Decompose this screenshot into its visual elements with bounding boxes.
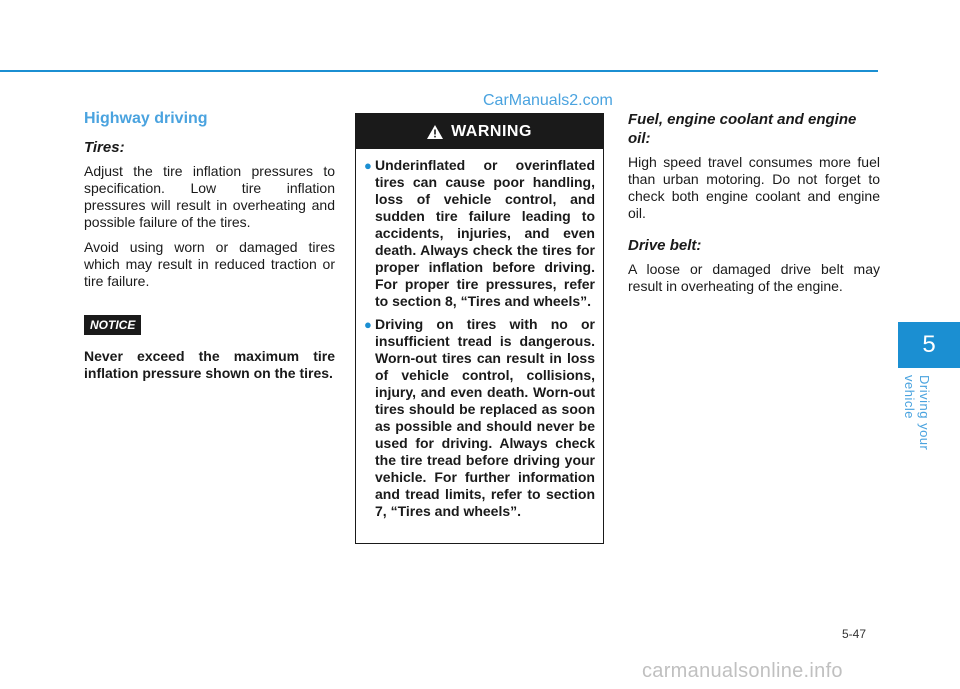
warning-item — [364, 316, 595, 520]
bullet-icon: ● — [364, 158, 372, 173]
warning-header — [356, 114, 603, 149]
warning-box — [355, 113, 604, 544]
watermark-top[interactable]: CarManuals2.com — [483, 92, 613, 109]
warning-body — [356, 149, 603, 520]
section-title: Highway driving — [84, 110, 208, 127]
warning-item-text: Underinflated or overinflated tires can cause poor handling, loss of vehicle control, and sudden tire failure leading to accidents, injuries, and even death. Always check the tires for proper inflation before driving. For proper tire pressures, refer to section 8, “Tires and wheels”. — [375, 157, 595, 309]
tires-subtitle: Tires: — [84, 139, 125, 156]
tires-paragraph-1: Adjust the tire inflation pressures to specification. Low tire inflation pressures will result in overheating and possible failure of the tires. — [84, 163, 335, 230]
fuel-subtitle: Fuel, engine coolant and engine oil: — [628, 111, 857, 147]
top-rule — [0, 70, 878, 72]
page-number: 5-47 — [842, 627, 867, 641]
drive-belt-paragraph: A loose or damaged drive belt may result in overheating of the engine. — [628, 261, 880, 294]
warning-item-text: Driving on tires with no or insufficient tread is dangerous. Worn-out tires can result in loss of vehicle control, collisions, injury, and even death. Worn-out tires should be replaced as soon as possible and should never be used for driving. Always check the tire tread before driving your vehicle. For further information and tread limits, refer to section 7, “Tires and wheels”. — [375, 316, 595, 519]
tires-paragraph-2: Avoid using worn or damaged tires which may result in reduced traction or tire failure. — [84, 239, 335, 289]
drive-belt-subtitle: Drive belt: — [628, 237, 702, 254]
notice-badge: NOTICE — [84, 315, 141, 335]
warning-triangle-icon — [427, 125, 443, 139]
fuel-paragraph: High speed travel consumes more fuel than urban motoring. Do not forget to check both engine coolant and engine oil. — [628, 154, 880, 221]
warning-title: WARNING — [451, 122, 532, 140]
warning-item — [364, 157, 595, 310]
right-column — [628, 110, 880, 303]
notice-text: Never exceed the maximum tire inflation pressure shown on the tires. — [84, 348, 335, 381]
bullet-icon: ● — [364, 317, 372, 332]
watermark-bottom[interactable]: carmanualsonline.info — [642, 660, 843, 682]
chapter-caption: Driving your vehicle — [902, 375, 932, 451]
left-column — [84, 110, 335, 382]
chapter-tab: 5 — [898, 322, 960, 368]
